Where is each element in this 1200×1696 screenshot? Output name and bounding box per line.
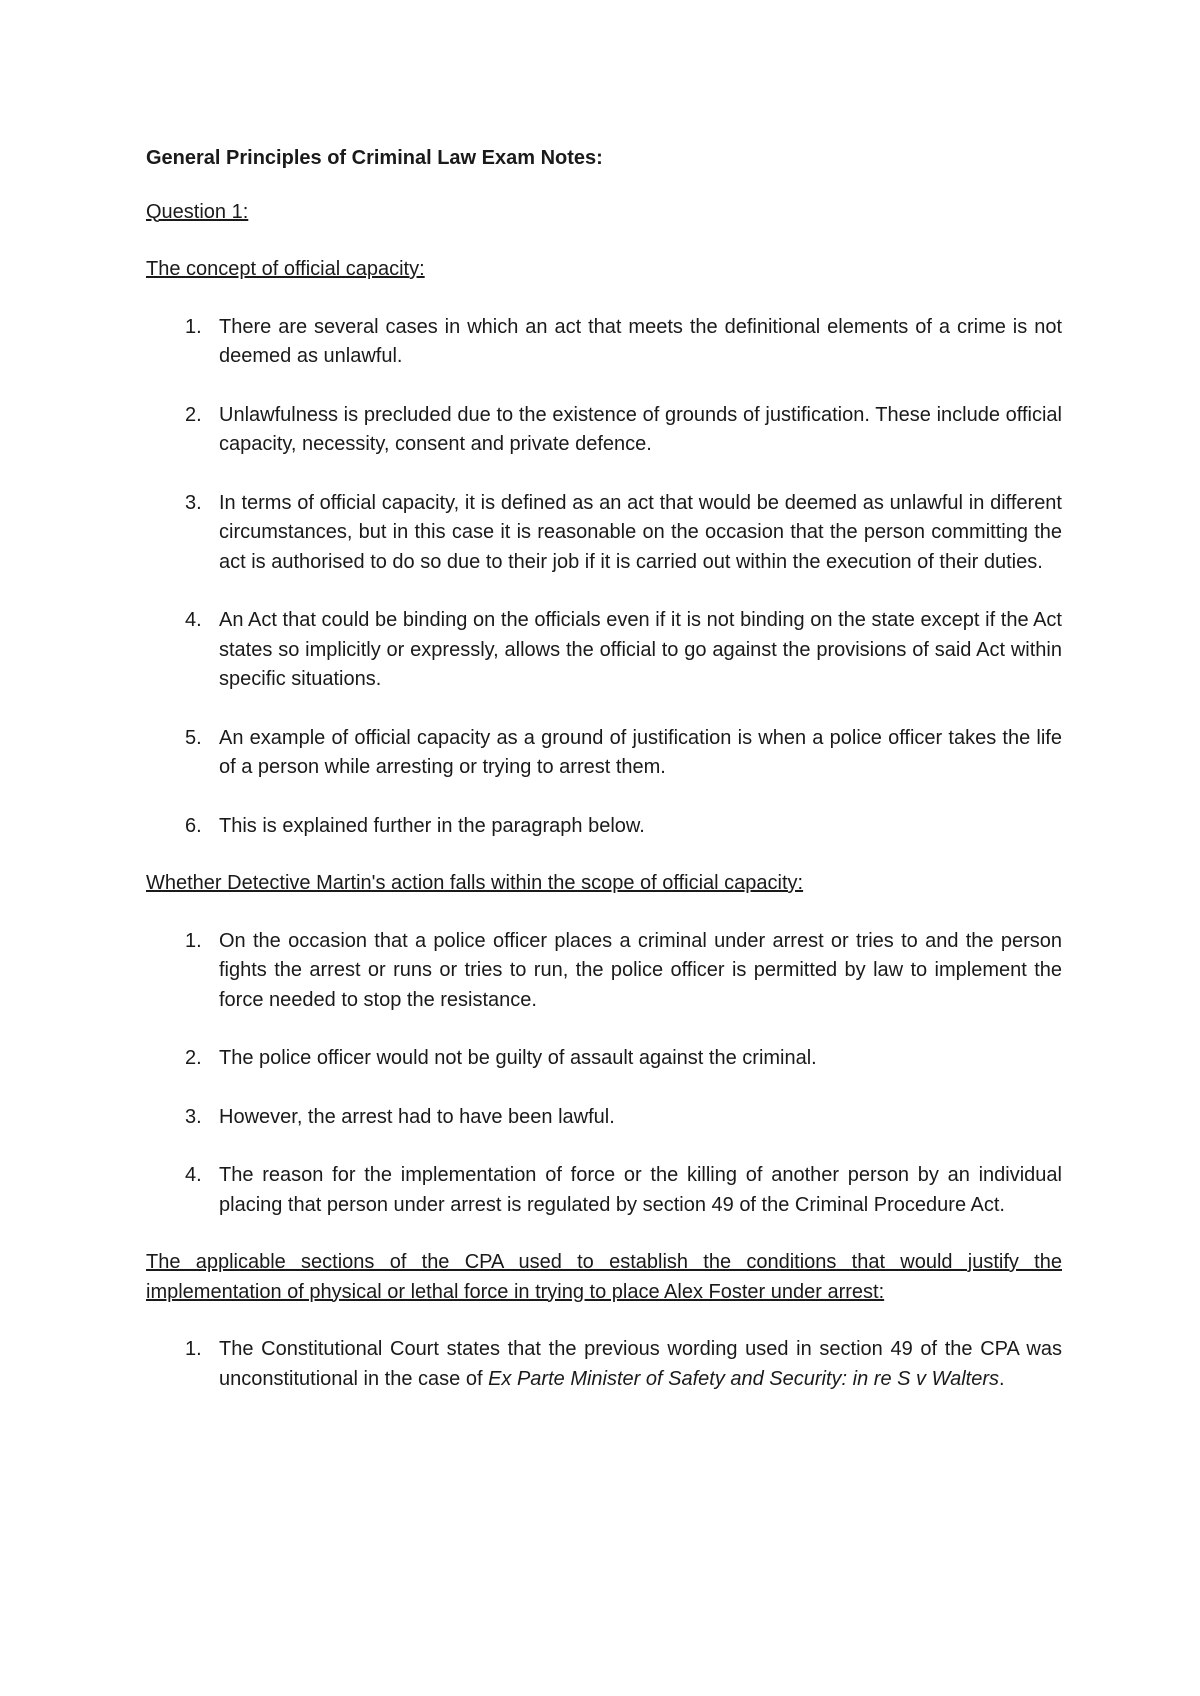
case-citation: Ex Parte Minister of Safety and Security: in re S v Walters xyxy=(488,1367,999,1390)
section-heading-official-capacity: The concept of official capacity: xyxy=(146,258,425,280)
list-number: 3. xyxy=(185,1105,202,1128)
list-item xyxy=(146,313,1062,372)
list-number: 4. xyxy=(185,1164,202,1186)
list-item-text: Unlawfulness is precluded due to the existence of grounds of justification. These include official capacity, necessity, consent and private defence. xyxy=(219,403,1062,455)
list-item xyxy=(146,724,1062,783)
list-number: 2. xyxy=(185,403,202,426)
list-item-text: In terms of official capacity, it is defined as an act that would be deemed as unlawful in different circumstances, but in this case it is reasonable on the occasion that the person committing the act is authorised to do so due to their job if it is carried out within the execution of their duties. xyxy=(219,491,1062,573)
list-item xyxy=(146,1044,1062,1074)
list-item-text-part: The Constitutional Court states that the previous wording used in section 49 of the CPA was unconstitutional in the case of xyxy=(219,1338,1062,1390)
section-heading-detective-martin: Whether Detective Martin's action falls within the scope of official capacity: xyxy=(146,872,804,894)
document-title: General Principles of Criminal Law Exam Notes: xyxy=(146,147,603,169)
list-number: 1. xyxy=(185,1338,202,1360)
list-item-text: There are several cases in which an act that meets the definitional elements of a crime is not deemed as unlawful. xyxy=(219,315,1062,367)
document-page xyxy=(146,144,1062,1423)
list-item-text: The reason for the implementation of force or the killing of another person by an individual placing that person under arrest is regulated by section 49 of the Criminal Procedure Act. xyxy=(219,1164,1062,1216)
list-item-text: However, the arrest had to have been lawful. xyxy=(219,1105,615,1128)
list-item-text: On the occasion that a police officer places a criminal under arrest or tries to and the person fights the arrest or runs or tries to run, the police officer is permitted by law to implement the force needed to stop the resistance. xyxy=(219,929,1062,1011)
list-item xyxy=(146,812,1062,842)
list-item xyxy=(146,606,1062,695)
list-item xyxy=(146,927,1062,1016)
list-number: 1. xyxy=(185,315,202,338)
list-number: 2. xyxy=(185,1047,202,1069)
list-number: 1. xyxy=(185,929,202,952)
list-item xyxy=(146,1103,1062,1133)
question-heading: Question 1: xyxy=(146,200,249,223)
list-item xyxy=(146,1335,1062,1394)
list-number: 5. xyxy=(185,726,202,749)
list-item xyxy=(146,489,1062,578)
cpa-sections-list xyxy=(146,1335,1062,1394)
official-capacity-list xyxy=(146,313,1062,842)
list-item-text xyxy=(219,1335,1062,1394)
list-number: 3. xyxy=(185,491,202,514)
detective-martin-list xyxy=(146,927,1062,1221)
list-item-text: The police officer would not be guilty of assault against the criminal. xyxy=(219,1047,817,1069)
section-heading-cpa-sections: The applicable sections of the CPA used to establish the conditions that would justify the implementation of physical or lethal force in trying to place Alex Foster under arrest: xyxy=(146,1251,1062,1303)
list-number: 6. xyxy=(185,814,202,837)
list-item xyxy=(146,401,1062,460)
list-item-text-part: . xyxy=(999,1367,1005,1390)
list-item xyxy=(146,1161,1062,1220)
list-item-text: An example of official capacity as a ground of justification is when a police officer takes the life of a person while arresting or trying to arrest them. xyxy=(219,726,1062,778)
list-number: 4. xyxy=(185,609,202,631)
list-item-text: This is explained further in the paragraph below. xyxy=(219,814,645,837)
list-item-text: An Act that could be binding on the officials even if it is not binding on the state except if the Act states so implicitly or expressly, allows the official to go against the provisions of said Act within specific situations. xyxy=(219,609,1062,690)
